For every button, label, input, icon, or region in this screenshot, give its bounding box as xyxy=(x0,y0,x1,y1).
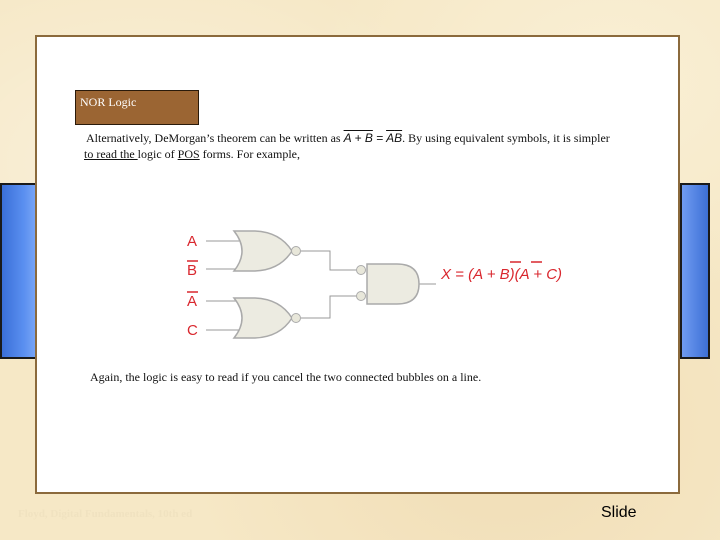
slide-title: NOR Logic xyxy=(75,90,199,125)
input-label-1: A xyxy=(187,233,198,250)
bubble-and-input-1 xyxy=(357,266,366,275)
output-term1-open: (A + xyxy=(468,266,500,283)
output-term2-close: + C) xyxy=(529,266,563,283)
para-line2-a: to read the xyxy=(84,147,138,161)
and-gate xyxy=(367,264,419,304)
bubble-or1-output xyxy=(292,247,301,256)
bubble-or2-output xyxy=(292,314,301,323)
eq-lhs: A + B xyxy=(343,131,373,145)
input-label-2: B xyxy=(187,262,198,279)
output-expression xyxy=(440,266,562,283)
para-line2-d: forms. For example, xyxy=(199,147,300,161)
eq-a: $\overline{A}$ xyxy=(386,131,395,145)
input-label-4: C xyxy=(187,322,198,339)
eq-equals: = xyxy=(372,131,387,145)
or-gate-1 xyxy=(234,231,292,271)
output-prefix: X = xyxy=(441,266,469,283)
input-label-3: A xyxy=(187,293,198,310)
or-gate-2 xyxy=(234,298,292,338)
output-term2-bar: A xyxy=(519,266,530,283)
para-line2-c: POS xyxy=(177,147,200,161)
bottom-note: Again, the logic is easy to read if you cancel the two connected bubbles on a line. xyxy=(90,370,482,384)
output-term1-bar: B xyxy=(499,266,510,283)
para-line2-b: logic of xyxy=(137,147,178,161)
footer-citation: Floyd, Digital Fundamentals, 10th ed xyxy=(18,508,193,520)
eq-b: $\overline{B}$ xyxy=(394,131,403,145)
output-term1-close: )( xyxy=(509,266,520,283)
para-text-2: . By using equivalent symbols, it is simpler xyxy=(402,131,610,145)
para-text-1: Alternatively, DeMorgan’s theorem can be written as xyxy=(86,131,344,145)
footer-slide-label: Slide xyxy=(601,504,637,521)
bubble-and-input-2 xyxy=(357,292,366,301)
